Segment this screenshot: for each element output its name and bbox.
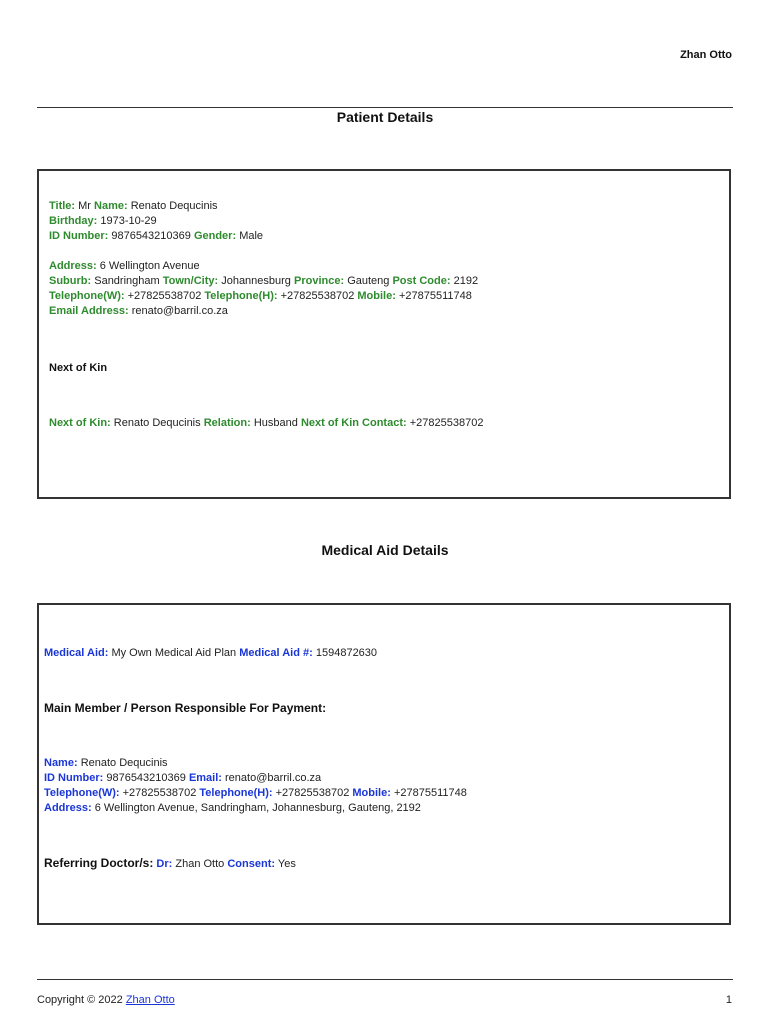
dr-label: Dr: <box>156 858 173 870</box>
relation-label: Relation: <box>203 417 251 429</box>
aid-number-label: Medical Aid #: <box>239 647 313 659</box>
mobile-value: +27875511748 <box>398 290 472 302</box>
title-value: Mr <box>78 200 91 212</box>
name-label: Name: <box>94 200 128 212</box>
patient-section-title: Patient Details <box>336 109 434 125</box>
header-author: Zhan Otto <box>680 49 732 61</box>
member-name-value: Renato Dequcinis <box>80 757 168 769</box>
gender-label: Gender: <box>193 230 237 242</box>
member-name-label: Name: <box>44 757 78 769</box>
patient-title-line <box>49 199 218 213</box>
telh-label: Telephone(H): <box>204 290 278 302</box>
footer-author-link[interactable]: Zhan Otto <box>125 994 175 1006</box>
kin-value: Renato Dequcinis <box>113 417 201 429</box>
referring-doctor-heading: Referring Doctor/s: <box>44 856 154 870</box>
mobile-label: Mobile: <box>357 290 396 302</box>
member-name-line <box>44 756 168 770</box>
email-label: Email Address: <box>49 305 129 317</box>
medical-section-title: Medical Aid Details <box>321 542 449 558</box>
kin-contact-label: Next of Kin Contact: <box>300 417 407 429</box>
member-mobile-value: +27875511748 <box>393 787 467 799</box>
referring-doctor-line <box>44 856 296 871</box>
address-value: 6 Wellington Avenue <box>99 260 200 272</box>
kin-label: Next of Kin: <box>49 417 111 429</box>
next-of-kin-heading: Next of Kin <box>49 362 108 374</box>
postcode-value: 2192 <box>453 275 479 287</box>
id-value: 9876543210369 <box>111 230 191 242</box>
page-number: 1 <box>725 994 732 1006</box>
consent-value: Yes <box>277 858 296 870</box>
postcode-label: Post Code: <box>392 275 451 287</box>
member-id-label: ID Number: <box>44 772 104 784</box>
province-label: Province: <box>294 275 345 287</box>
patient-suburb-line <box>49 274 478 288</box>
telw-value: +27825538702 <box>127 290 202 302</box>
member-address-label: Address: <box>44 802 92 814</box>
town-label: Town/City: <box>162 275 219 287</box>
gender-value: Male <box>239 230 264 242</box>
footer-copyright <box>37 994 175 1006</box>
birthday-value: 1973-10-29 <box>100 215 157 227</box>
member-id-line <box>44 771 321 785</box>
telh-value: +27825538702 <box>280 290 355 302</box>
relation-value: Husband <box>253 417 298 429</box>
name-value: Renato Dequcinis <box>130 200 218 212</box>
footer-divider <box>37 979 733 980</box>
aid-value: My Own Medical Aid Plan <box>111 647 237 659</box>
member-telw-value: +27825538702 <box>122 787 197 799</box>
patient-phone-line <box>49 289 472 303</box>
header-divider <box>37 107 733 108</box>
address-label: Address: <box>49 260 97 272</box>
id-label: ID Number: <box>49 230 109 242</box>
patient-address-line <box>49 259 200 273</box>
aid-label: Medical Aid: <box>44 647 109 659</box>
member-address-line <box>44 801 421 815</box>
member-address-value: 6 Wellington Avenue, Sandringham, Johannesburg, Gauteng, 2192 <box>94 802 421 814</box>
member-email-label: Email: <box>188 772 222 784</box>
main-member-heading: Main Member / Person Responsible For Payment: <box>44 701 327 715</box>
member-id-value: 9876543210369 <box>106 772 186 784</box>
province-value: Gauteng <box>347 275 390 287</box>
medical-aid-line <box>44 646 377 660</box>
aid-number-value: 1594872630 <box>315 647 378 659</box>
member-mobile-label: Mobile: <box>352 787 391 799</box>
patient-birthday-line <box>49 214 157 228</box>
telw-label: Telephone(W): <box>49 290 125 302</box>
patient-id-line <box>49 229 263 243</box>
birthday-label: Birthday: <box>49 215 98 227</box>
suburb-label: Suburb: <box>49 275 92 287</box>
copyright-text: Copyright © 2022 <box>37 994 123 1006</box>
dr-value: Zhan Otto <box>175 858 225 870</box>
suburb-value: Sandringham <box>94 275 160 287</box>
member-telh-value: +27825538702 <box>275 787 350 799</box>
member-email-value: renato@barril.co.za <box>225 772 322 784</box>
kin-contact-value: +27825538702 <box>409 417 484 429</box>
member-telh-label: Telephone(H): <box>199 787 273 799</box>
next-of-kin-line <box>49 416 483 430</box>
consent-label: Consent: <box>227 858 276 870</box>
patient-email-line <box>49 304 228 318</box>
title-label: Title: <box>49 200 76 212</box>
member-telw-label: Telephone(W): <box>44 787 120 799</box>
email-value: renato@barril.co.za <box>131 305 228 317</box>
member-phone-line <box>44 786 467 800</box>
town-value: Johannesburg <box>221 275 291 287</box>
